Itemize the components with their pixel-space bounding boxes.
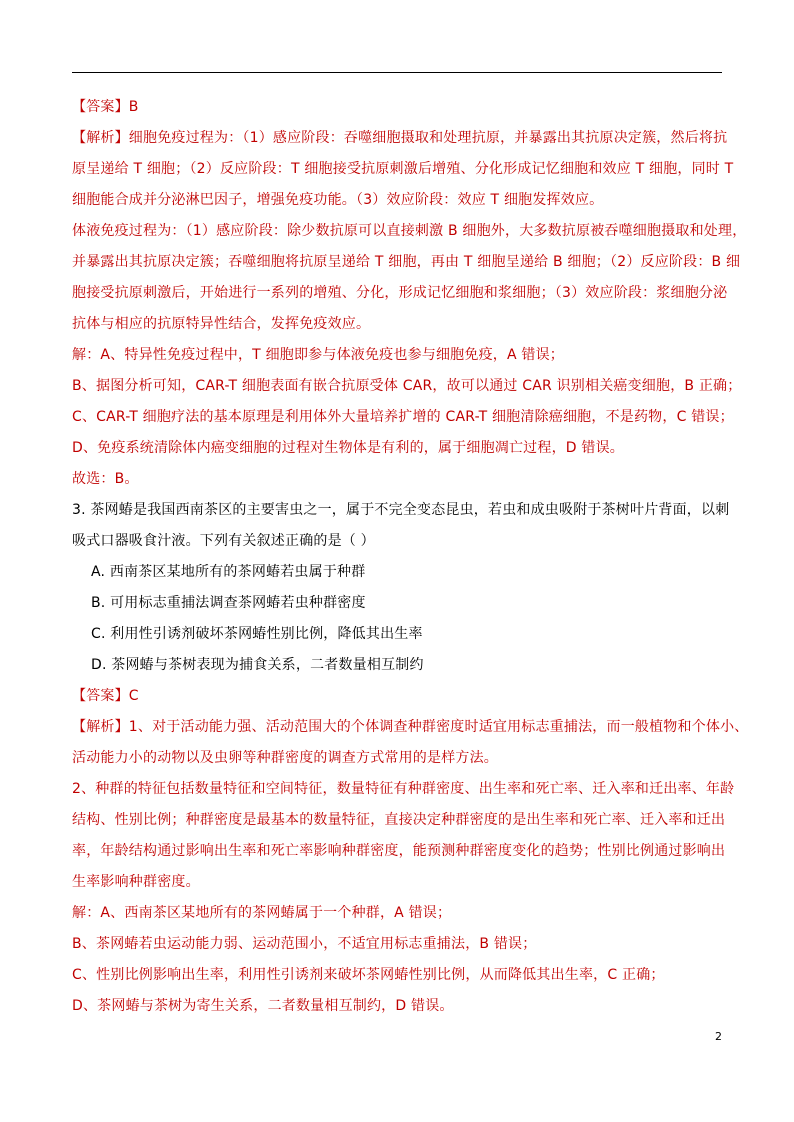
solution-line: D、免疫系统清除体内癌变细胞的过程对生物体是有利的，属于细胞凋亡过程，D 错误。 <box>72 440 625 456</box>
option-c: C. 利用性引诱剂破坏茶网蝽性别比例，降低其出生率 <box>91 626 423 642</box>
solution-line: B、据图分析可知，CAR-T 细胞表面有嵌合抗原受体 CAR，故可以通过 CAR 识别相关癌变细胞，B 正确； <box>72 378 742 394</box>
solution-line: B、茶网蝽若虫运动能力弱、运动范围小，不适宜用标志重捕法，B 错误； <box>72 936 537 952</box>
analysis-line: 体液免疫过程为：（1）感应阶段：除少数抗原可以直接刺激 B 细胞外，大多数抗原被吞噬细胞摄取和处理， <box>72 223 747 239</box>
analysis-line: 生率影响种群密度。 <box>72 874 200 890</box>
answer-label-c: 【答案】C <box>72 688 139 704</box>
analysis-line: 【解析】细胞免疫过程为：（1）感应阶段：吞噬细胞摄取和处理抗原，并暴露出其抗原决定簇，然后将抗 <box>72 130 728 146</box>
analysis-line: 抗体与相应的抗原特异性结合，发挥免疫效应。 <box>72 316 371 332</box>
page-number: 2 <box>715 1030 722 1043</box>
analysis-line: 活动能力小的动物以及虫卵等种群密度的调查方式常用的是样方法。 <box>72 750 498 766</box>
analysis-line: 原呈递给 T 细胞；（2）反应阶段：T 细胞接受抗原刺激后增殖、分化形成记忆细胞和效应 T 细胞，同时 T <box>72 161 734 177</box>
option-b: B. 可用标志重捕法调查茶网蝽若虫种群密度 <box>91 595 366 611</box>
analysis-line: 2、种群的特征包括数量特征和空间特征，数量特征有种群密度、出生率和死亡率、迁入率和迁出率、年龄 <box>72 781 735 797</box>
page-content <box>72 92 749 1022</box>
solution-line: D、茶网蝽与茶树为寄生关系，二者数量相互制约，D 错误。 <box>72 998 454 1014</box>
question-stem-line: 吸式口器吸食汁液。下列有关叙述正确的是（ ） <box>72 533 375 549</box>
conclusion-b: 故选：B。 <box>72 471 139 487</box>
analysis-line: 胞接受抗原刺激后，开始进行一系列的增殖、分化，形成记忆细胞和浆细胞；（3）效应阶段：浆细胞分泌 <box>72 285 728 301</box>
analysis-line: 细胞能合成并分泌淋巴因子，增强免疫功能。（3）效应阶段：效应 T 细胞发挥效应。 <box>72 192 604 208</box>
header-rule <box>72 72 722 73</box>
answer-label-b: 【答案】B <box>72 99 139 115</box>
analysis-line: 并暴露出其抗原决定簇；吞噬细胞将抗原呈递给 T 细胞，再由 T 细胞呈递给 B 细胞；（2）反应阶段：B 细 <box>72 254 741 270</box>
analysis-c <box>72 712 749 898</box>
option-d: D. 茶网蝽与茶树表现为捕食关系，二者数量相互制约 <box>91 657 424 673</box>
solution-line: 解：A、特异性免疫过程中，T 细胞即参与体液免疫也参与细胞免疫，A 错误； <box>72 347 565 363</box>
solution-b <box>72 340 742 464</box>
analysis-b <box>72 123 747 340</box>
question-3 <box>72 495 730 681</box>
analysis-line: 结构、性别比例；种群密度是最基本的数量特征，直接决定种群密度的是出生率和死亡率、迁入率和迁出 <box>72 812 726 828</box>
question-stem-line: 3. 茶网蝽是我国西南茶区的主要害虫之一，属于不完全变态昆虫，若虫和成虫吸附于茶树叶片背面，以刺 <box>72 502 730 518</box>
solution-line: C、CAR-T 细胞疗法的基本原理是利用体外大量培养扩增的 CAR-T 细胞清除癌细胞，不是药物，C 错误； <box>72 409 734 425</box>
solution-c <box>72 898 726 1022</box>
solution-line: C、性别比例影响出生率，利用性引诱剂来破坏茶网蝽性别比例，从而降低其出生率，C 正确； <box>72 967 665 983</box>
analysis-line: 【解析】1、对于活动能力强、活动范围大的个体调查种群密度时适宜用标志重捕法，而一般植物和个体小、 <box>72 719 749 735</box>
analysis-line: 率，年龄结构通过影响出生率和死亡率影响种群密度，能预测种群密度变化的趋势；性别比例通过影响出 <box>72 843 726 859</box>
solution-line: 解：A、西南茶区某地所有的茶网蝽属于一个种群，A 错误； <box>72 905 452 921</box>
option-a: A. 西南茶区某地所有的茶网蝽若虫属于种群 <box>91 564 366 580</box>
